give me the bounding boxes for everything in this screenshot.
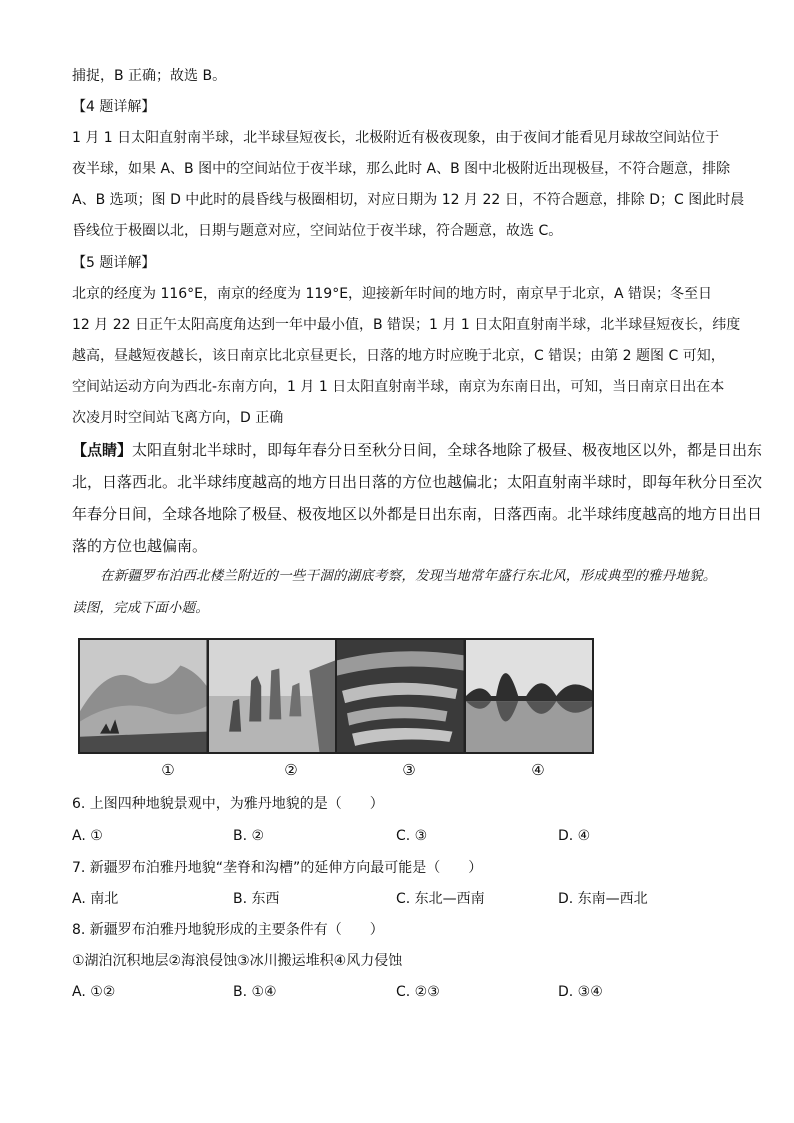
text-line: 空间站运动方向为西北-东南方向，1 月 1 日太阳直射南半球，南京为东南日出，可知，当日南京日出在本 — [72, 379, 725, 395]
photo-yardang-ridges — [337, 640, 464, 752]
section-heading-q4: 【4 题详解】 — [72, 99, 156, 115]
text-line: 越高，昼越短夜越长，该日南京比北京昼更长，日落的地方时应晚于北京，C 错误；由第 2 题图 C 可知， — [72, 348, 725, 364]
text-line: 北京的经度为 116°E，南京的经度为 119°E，迎接新年时间的地方时，南京早于北京，A 错误；冬至日 — [72, 286, 713, 302]
text-line: 夜半球，如果 A、B 图中的空间站位于夜半球，那么此时 A、B 图中北极附近出现极昼，不符合题意，排除 — [72, 161, 731, 177]
text-line: 12 月 22 日正午太阳高度角达到一年中最小值，B 错误；1 月 1 日太阳直射南半球，北半球昼短夜长，纬度 — [72, 317, 741, 333]
q6-option-c[interactable]: C. ③ — [396, 828, 428, 844]
question-8-stem: 8. 新疆罗布泊雅丹地貌形成的主要条件有（ ） — [72, 922, 384, 938]
section-heading-q5: 【5 题详解】 — [72, 255, 156, 271]
text-line: 北，日落西北。北半球纬度越高的地方日出日落的方位也越偏北；太阳直射南半球时，即每年秋分日至次 — [72, 473, 763, 491]
q7-option-c[interactable]: C. 东北—西南 — [396, 891, 485, 907]
landform-photo-strip — [78, 638, 594, 754]
q7-option-b[interactable]: B. 东西 — [233, 891, 280, 907]
q8-option-b[interactable]: B. ①④ — [233, 984, 277, 1000]
q8-option-d[interactable]: D. ③④ — [558, 984, 603, 1000]
question-7-stem: 7. 新疆罗布泊雅丹地貌“垄脊和沟槽”的延伸方向最可能是（ ） — [72, 860, 483, 876]
text-line: A、B 选项；图 D 中此时的晨昏线与极圈相切，对应日期为 12 月 22 日，不符合题意，排除 D；C 图此时晨 — [72, 192, 745, 208]
q6-option-a[interactable]: A. ① — [72, 828, 103, 844]
q7-option-a[interactable]: A. 南北 — [72, 891, 119, 907]
photo-sea-stacks — [209, 640, 336, 752]
tip-paragraph-line — [72, 440, 762, 460]
tip-label: 【点睛】 — [72, 441, 133, 459]
photo-label-3: ③ — [402, 761, 416, 779]
question-intro: 读图，完成下面小题。 — [72, 600, 209, 616]
photo-karst-lake — [466, 640, 593, 752]
question-intro: 在新疆罗布泊西北楼兰附近的一些干涸的湖底考察，发现当地常年盛行东北风，形成典型的雅丹地貌。 — [100, 568, 717, 584]
q6-option-b[interactable]: B. ② — [233, 828, 265, 844]
text-line: 捕捉，B 正确；故选 B。 — [72, 68, 227, 84]
photo-desert-dunes — [80, 640, 207, 752]
text-line: 年春分日间，全球各地除了极昼、极夜地区以外都是日出东南，日落西南。北半球纬度越高的地方日出日 — [72, 505, 763, 523]
photo-label-2: ② — [284, 761, 298, 779]
question-6-stem: 6. 上图四种地貌景观中，为雅丹地貌的是（ ） — [72, 796, 384, 812]
question-8-choices: ①湖泊沉积地层②海浪侵蚀③冰川搬运堆积④风力侵蚀 — [72, 953, 403, 969]
text-line: 落的方位也越偏南。 — [72, 537, 208, 555]
q8-option-a[interactable]: A. ①② — [72, 984, 116, 1000]
text-line: 次凌月时空间站飞离方向，D 正确 — [72, 410, 284, 426]
photo-label-4: ④ — [531, 761, 545, 779]
q6-option-d[interactable]: D. ④ — [558, 828, 591, 844]
tip-text: 太阳直射北半球时，即每年春分日至秋分日间，全球各地除了极昼、极夜地区以外，都是日出东 — [132, 441, 763, 459]
photo-label-1: ① — [161, 761, 175, 779]
text-line: 1 月 1 日太阳直射南半球，北半球昼短夜长，北极附近有极夜现象，由于夜间才能看见月球故空间站位于 — [72, 130, 720, 146]
q7-option-d[interactable]: D. 东南—西北 — [558, 891, 648, 907]
q8-option-c[interactable]: C. ②③ — [396, 984, 440, 1000]
text-line: 昏线位于极圈以北，日期与题意对应，空间站位于夜半球，符合题意，故选 C。 — [72, 223, 563, 239]
